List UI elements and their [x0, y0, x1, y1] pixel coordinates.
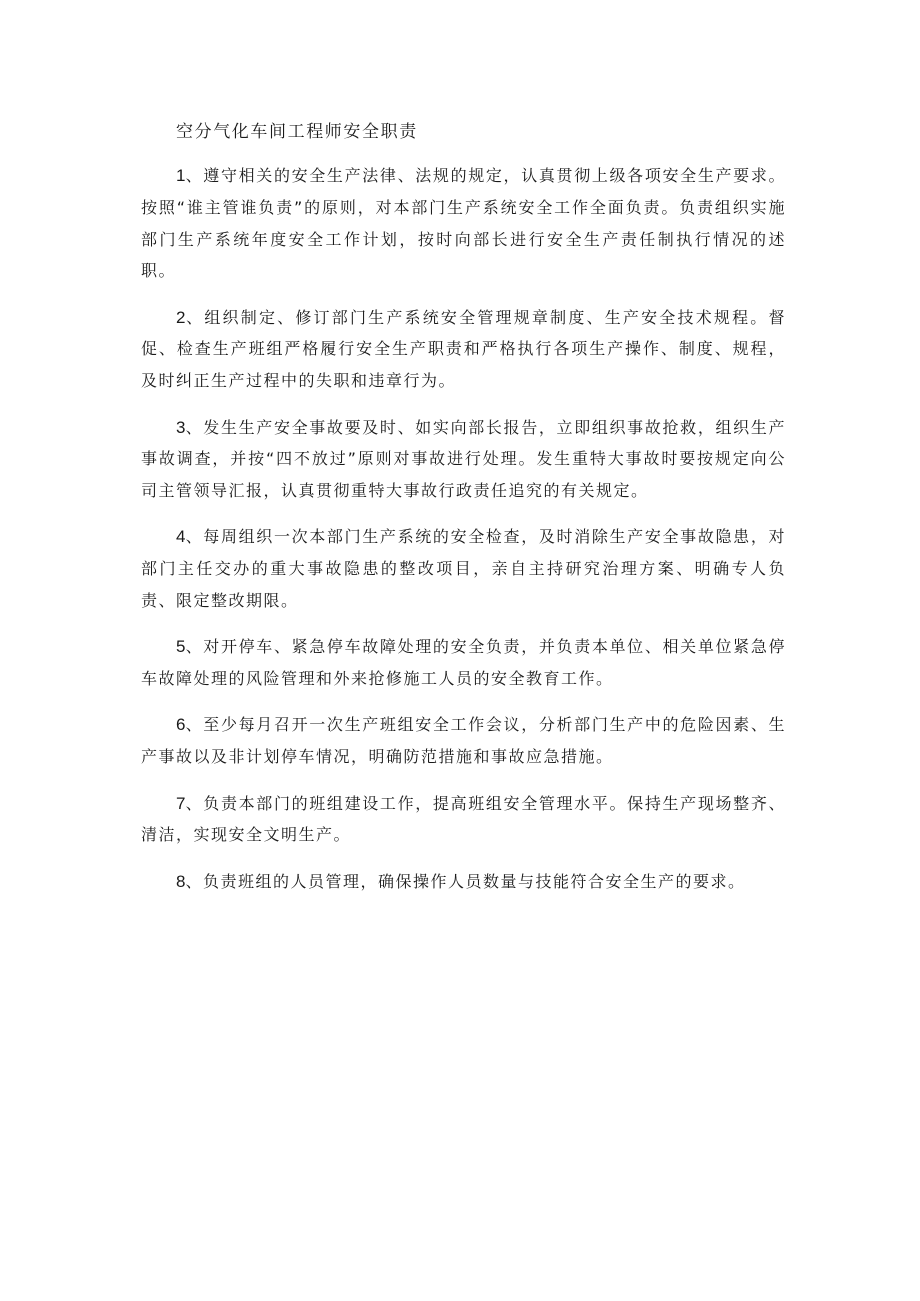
document-body: [141, 160, 786, 912]
paragraph-3: [141, 412, 786, 507]
paragraph-text: 、对开停车、紧急停车故障处理的安全负责，并负责本单位、相关单位紧急停车故障处理的风险管理和外来抢修施工人员的安全教育工作。: [141, 637, 786, 689]
paragraph-text: 、每周组织一次本部门生产系统的安全检查，及时消除生产安全事故隐患，对部门主任交办的重大事故隐患的整改项目，亲自主持研究治理方案、明确专人负责、限定整改期限。: [141, 527, 786, 611]
paragraph-number: 5: [176, 637, 186, 657]
paragraph-text: 、负责本部门的班组建设工作，提高班组安全管理水平。保持生产现场整齐、清洁，实现安全文明生产。: [141, 793, 786, 845]
paragraph-text: 、至少每月召开一次生产班组安全工作会议，分析部门生产中的危险因素、生产事故以及非计划停车情况，明确防范措施和事故应急措施。: [141, 715, 786, 767]
paragraph-number: 3: [176, 417, 186, 437]
paragraph-5: [141, 631, 786, 695]
paragraph-number: 1: [176, 166, 186, 185]
paragraph-number: 2: [176, 307, 186, 327]
paragraph-1: [141, 160, 786, 287]
paragraph-number: 8: [176, 871, 186, 891]
paragraph-text: 、发生生产安全事故要及时、如实向部长报告，立即组织事故抢救，组织生产事故调查，并按“四不放过”原则对事故进行处理。发生重特大事故时要按规定向公司主管领导汇报，认真贯彻重特大事故行政责任追究的有关规定。: [141, 417, 786, 501]
paragraph-text: 、遵守相关的安全生产法律、法规的规定，认真贯彻上级各项安全生产要求。按照“谁主管谁负责”的原则，对本部门生产系统安全工作全面负责。负责组织实施部门生产系统年度安全工作计划，按时向部长进行安全生产责任制执行情况的述职。: [141, 166, 786, 281]
document-title: 空分气化车间工程师安全职责: [176, 122, 418, 142]
paragraph-text: 、负责班组的人员管理，确保操作人员数量与技能符合安全生产的要求。: [185, 871, 746, 891]
paragraph-6: [141, 709, 786, 773]
paragraph-8: [141, 866, 786, 898]
paragraph-number: 7: [176, 793, 186, 813]
paragraph-number: 6: [176, 715, 186, 735]
paragraph-text: 、组织制定、修订部门生产系统安全管理规章制度、生产安全技术规程。督促、检查生产班组严格履行安全生产职责和严格执行各项生产操作、制度、规程，及时纠正生产过程中的失职和违章行为。: [141, 307, 786, 391]
paragraph-2: [141, 302, 786, 397]
paragraph-number: 4: [176, 527, 186, 547]
paragraph-7: [141, 788, 786, 852]
paragraph-4: [141, 521, 786, 616]
